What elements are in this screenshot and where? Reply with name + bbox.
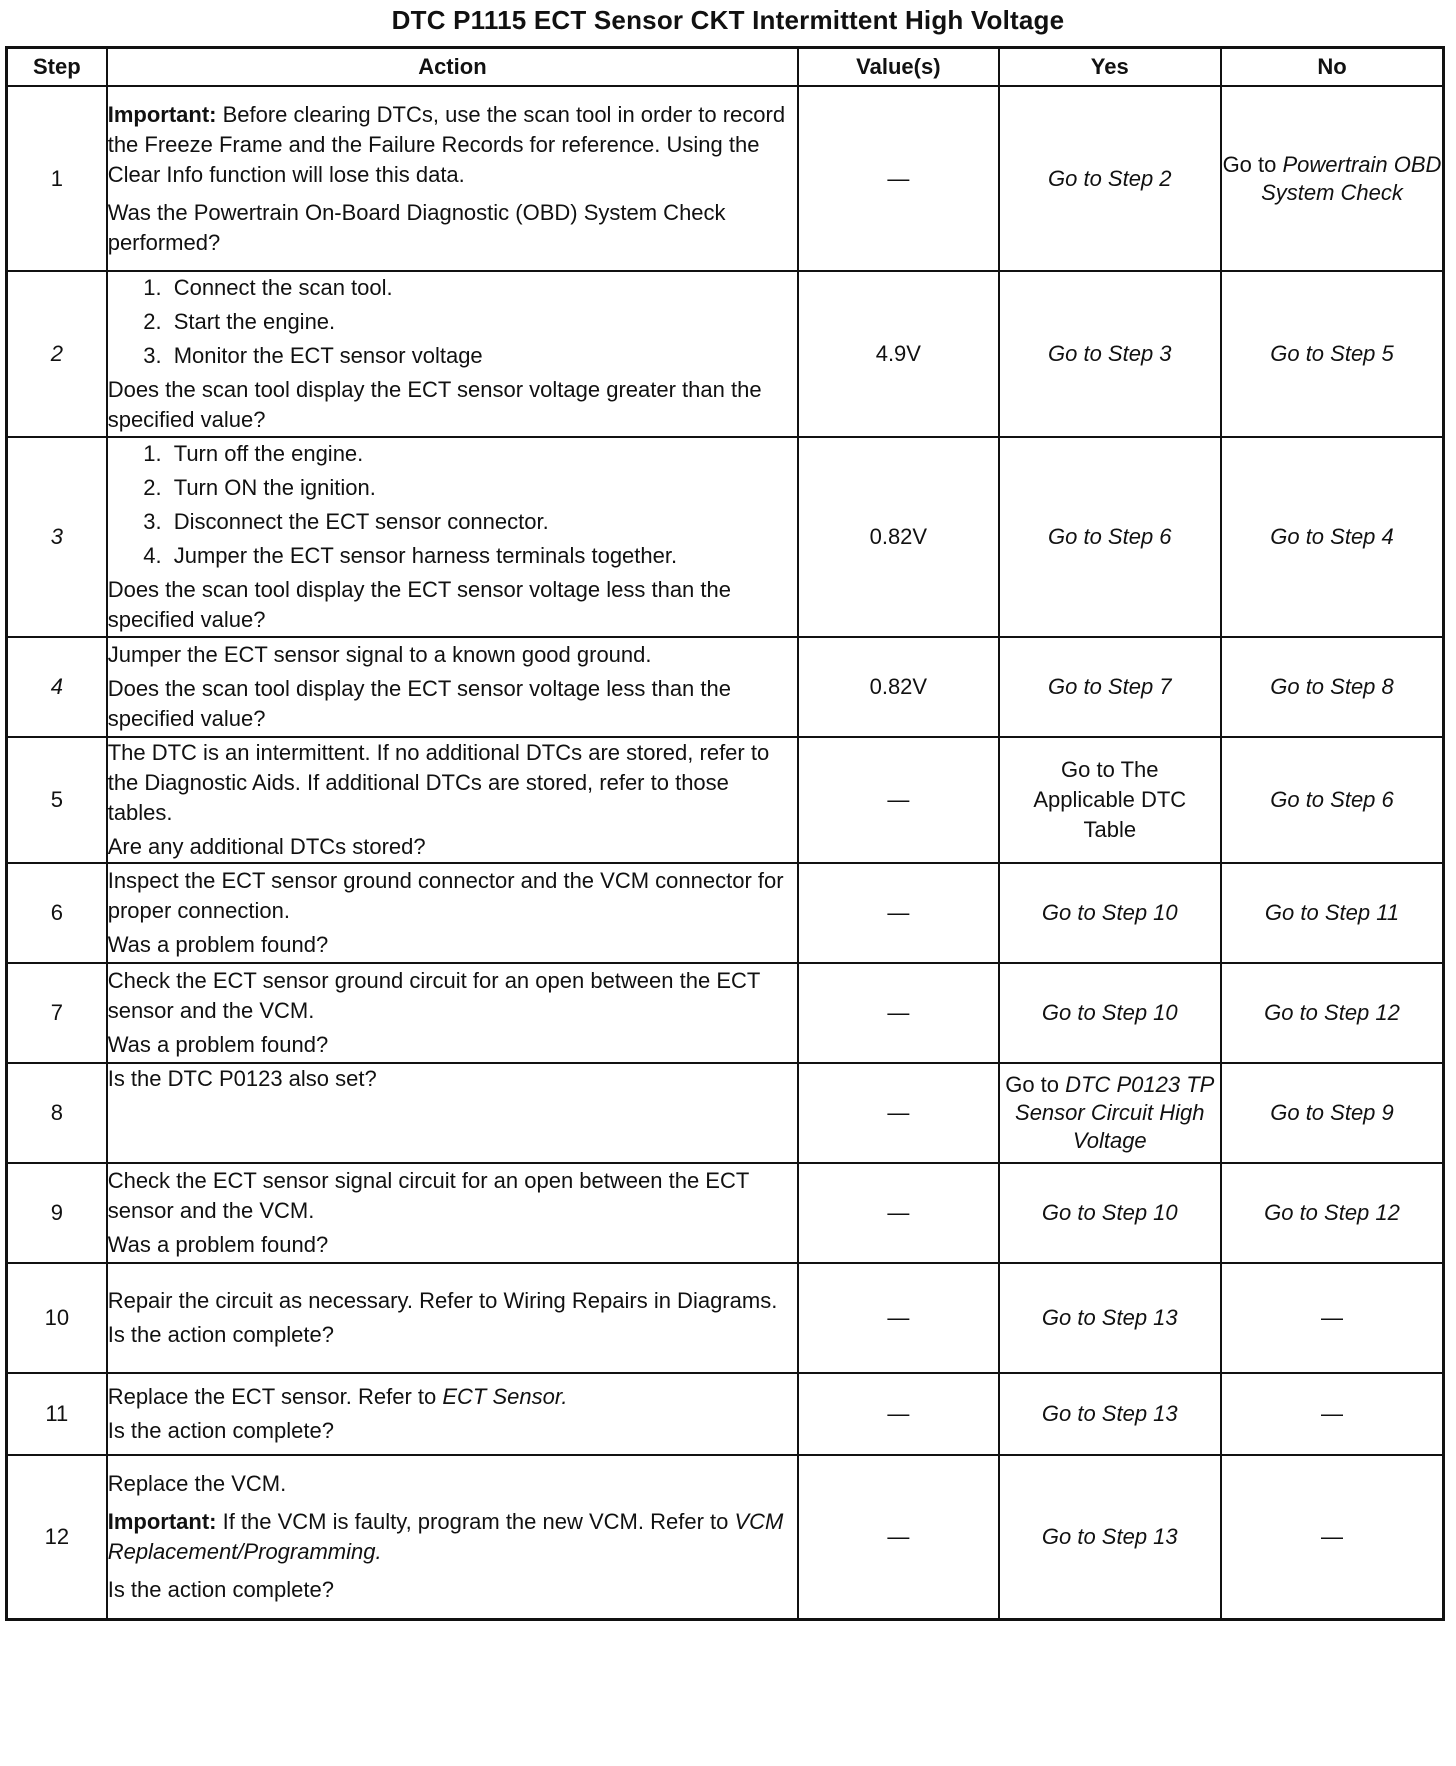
yes-cell (999, 1063, 1221, 1163)
action-cell (107, 271, 798, 437)
yes-cell (999, 737, 1221, 863)
action-question: Does the scan tool display the ECT sensor voltage less than the specified value? (107, 676, 731, 731)
diagnostic-table (5, 46, 1445, 1621)
no-link[interactable]: Go to Step 5 (1270, 341, 1394, 366)
header-no: No (1221, 48, 1444, 87)
action-cell (107, 1373, 798, 1455)
yes-cell (999, 963, 1221, 1063)
yes-link[interactable]: Go to The Applicable DTC Table (1033, 757, 1187, 842)
value-cell: 4.9V (798, 271, 998, 437)
yes-link[interactable]: DTC P0123 TP Sensor Circuit High Voltage (1015, 1072, 1215, 1153)
no-cell (1221, 1063, 1444, 1163)
no-link[interactable]: Go to Step 12 (1264, 1200, 1400, 1225)
yes-link[interactable]: Go to Step 10 (1041, 1200, 1178, 1225)
list-item: 4. Jumper the ECT sensor harness terminals together. (168, 541, 797, 575)
yes-link[interactable]: Go to Step 10 (1041, 1000, 1178, 1025)
action-cell (107, 1455, 798, 1619)
no-link[interactable]: Powertrain OBD System Check (1261, 151, 1442, 205)
value-cell: — (798, 863, 998, 963)
yes-link[interactable]: Go to Step 6 (1048, 524, 1172, 549)
table-row (7, 1455, 1444, 1619)
action-cell (107, 1063, 798, 1163)
action-text (108, 1382, 797, 1412)
action-question: Does the scan tool display the ECT sensor voltage less than the specified value? (107, 577, 731, 632)
table-row (7, 637, 1444, 737)
header-yes: Yes (999, 48, 1221, 87)
yes-cell (999, 1263, 1221, 1373)
action-steps (108, 273, 797, 375)
action-steps (108, 439, 797, 575)
yes-prefix: Go to (1005, 1072, 1066, 1097)
step-number: 4 (7, 637, 107, 737)
table-row (7, 86, 1444, 271)
no-cell (1221, 637, 1444, 737)
header-action: Action (107, 48, 798, 87)
table-row (7, 1373, 1444, 1455)
no-link[interactable]: Go to Step 8 (1270, 674, 1394, 699)
action-cell (107, 637, 798, 737)
no-cell: — (1221, 1373, 1444, 1455)
action-text: Repair the circuit as necessary. Refer to Wiring Repairs in Diagrams. (107, 1288, 778, 1313)
no-link[interactable]: Go to Step 6 (1270, 787, 1394, 812)
yes-link[interactable]: Go to Step 7 (1048, 674, 1172, 699)
action-cell (107, 437, 798, 637)
action-text: The DTC is an intermittent. If no additional DTCs are stored, refer to the Diagnostic Aids. If additional DTCs are stored, refer to those tables. (107, 740, 770, 825)
action-question: Was a problem found? (107, 1032, 329, 1057)
important-label: Important: (107, 101, 217, 127)
list-item: 3. Monitor the ECT sensor voltage (168, 341, 797, 375)
step-number: 9 (7, 1163, 107, 1263)
no-cell (1221, 963, 1444, 1063)
table-row (7, 963, 1444, 1063)
no-cell: — (1221, 1263, 1444, 1373)
no-link[interactable]: Go to Step 9 (1270, 1100, 1394, 1125)
action-question: Is the action complete? (107, 1576, 334, 1602)
yes-link[interactable]: Go to Step 13 (1041, 1523, 1178, 1549)
yes-cell (999, 437, 1221, 637)
table-row (7, 1163, 1444, 1263)
action-question: Is the action complete? (107, 1322, 334, 1347)
step-number: 3 (7, 437, 107, 637)
no-link[interactable]: Go to Step 4 (1270, 524, 1394, 549)
header-step: Step (7, 48, 107, 87)
value-cell: — (798, 1163, 998, 1263)
action-cell (107, 963, 798, 1063)
step-number: 2 (7, 271, 107, 437)
no-cell (1221, 86, 1444, 271)
step-number: 1 (7, 86, 107, 271)
step-number: 6 (7, 863, 107, 963)
important-text: Before clearing DTCs, use the scan tool in order to record the Freeze Frame and the Failure Records for reference. Using the Clear Info function will lose this data. (107, 101, 786, 187)
action-question: Was the Powertrain On-Board Diagnostic (OBD) System Check performed? (107, 199, 726, 255)
action-text: Inspect the ECT sensor ground connector and the VCM connector for proper connection. (107, 868, 784, 923)
no-link[interactable]: Go to Step 11 (1264, 900, 1400, 925)
table-header-row (7, 48, 1444, 87)
no-cell (1221, 437, 1444, 637)
page-title: DTC P1115 ECT Sensor CKT Intermittent High Voltage (391, 5, 1065, 35)
table-row (7, 863, 1444, 963)
table-row (7, 737, 1444, 863)
action-cell (107, 86, 798, 271)
value-cell: 0.82V (798, 437, 998, 637)
list-item: 2. Start the engine. (168, 307, 797, 341)
yes-link[interactable]: Go to Step 2 (1048, 165, 1172, 191)
action-text: Check the ECT sensor ground circuit for an open between the ECT sensor and the VCM. (107, 968, 760, 1023)
yes-cell (999, 1373, 1221, 1455)
no-cell (1221, 863, 1444, 963)
important-label: Important: (107, 1508, 217, 1534)
no-link[interactable]: Go to Step 12 (1264, 1000, 1400, 1025)
no-cell (1221, 1163, 1444, 1263)
action-question: Is the action complete? (107, 1418, 334, 1443)
yes-cell (999, 1163, 1221, 1263)
list-item: 1. Connect the scan tool. (168, 273, 797, 307)
no-prefix: Go to (1222, 151, 1283, 177)
table-row (7, 1063, 1444, 1163)
value-cell: — (798, 1455, 998, 1619)
step-number: 5 (7, 737, 107, 863)
table-row (7, 437, 1444, 637)
list-item: 3. Disconnect the ECT sensor connector. (168, 507, 797, 541)
value-cell: — (798, 963, 998, 1063)
yes-link[interactable]: Go to Step 13 (1041, 1401, 1178, 1426)
yes-cell (999, 86, 1221, 271)
no-cell (1221, 737, 1444, 863)
header-values: Value(s) (798, 48, 998, 87)
action-question: Was a problem found? (107, 932, 329, 957)
action-text-prefix: Replace the ECT sensor. Refer to (107, 1384, 443, 1409)
action-text: Is the DTC P0123 also set? (107, 1066, 377, 1091)
value-cell: — (798, 1263, 998, 1373)
value-cell: — (798, 1373, 998, 1455)
action-question: Are any additional DTCs stored? (107, 834, 426, 859)
value-cell: — (798, 1063, 998, 1163)
yes-link[interactable]: Go to Step 10 (1041, 900, 1178, 925)
value-cell: — (798, 86, 998, 271)
yes-link[interactable]: Go to Step 13 (1041, 1305, 1178, 1330)
list-item: 1. Turn off the engine. (168, 439, 797, 473)
action-text: Replace the VCM. (107, 1470, 287, 1496)
step-number: 10 (7, 1263, 107, 1373)
action-cell (107, 737, 798, 863)
action-question: Was a problem found? (107, 1232, 329, 1257)
vcm-replacement-link[interactable]: VCM Replacement/Programming. (107, 1508, 784, 1564)
yes-cell (999, 863, 1221, 963)
value-cell: 0.82V (798, 637, 998, 737)
important-note (108, 100, 797, 190)
yes-cell (999, 271, 1221, 437)
table-row (7, 271, 1444, 437)
step-number: 8 (7, 1063, 107, 1163)
action-question: Does the scan tool display the ECT sensor voltage greater than the specified value? (107, 377, 762, 432)
important-note (108, 1507, 797, 1567)
action-text: Check the ECT sensor signal circuit for an open between the ECT sensor and the VCM. (107, 1168, 749, 1223)
yes-cell (999, 637, 1221, 737)
no-cell (1221, 271, 1444, 437)
step-number: 12 (7, 1455, 107, 1619)
no-cell: — (1221, 1455, 1444, 1619)
table-row (7, 1263, 1444, 1373)
step-number: 7 (7, 963, 107, 1063)
ect-sensor-link[interactable]: ECT Sensor. (442, 1384, 568, 1409)
list-item: 2. Turn ON the ignition. (168, 473, 797, 507)
action-text: Jumper the ECT sensor signal to a known good ground. (107, 642, 652, 667)
yes-cell (999, 1455, 1221, 1619)
important-text: If the VCM is faulty, program the new VCM. Refer to (216, 1508, 735, 1534)
action-cell (107, 863, 798, 963)
action-cell (107, 1263, 798, 1373)
value-cell: — (798, 737, 998, 863)
yes-link[interactable]: Go to Step 3 (1048, 341, 1172, 366)
action-cell (107, 1163, 798, 1263)
step-number: 11 (7, 1373, 107, 1455)
